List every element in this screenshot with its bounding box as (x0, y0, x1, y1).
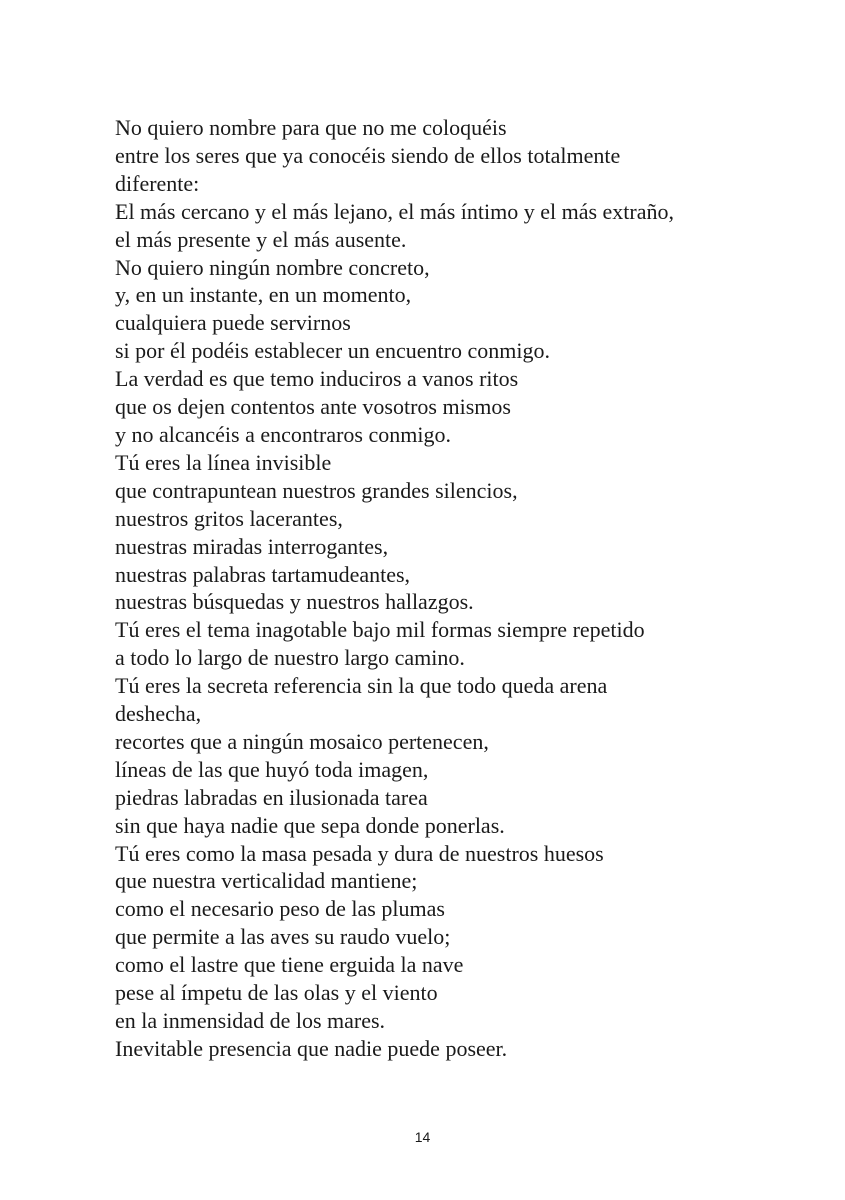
poem-line: pese al ímpetu de las olas y el viento (115, 980, 438, 1006)
poem-line: líneas de las que huyó toda imagen, (115, 756, 429, 782)
poem-line: el más presente y el más ausente. (115, 226, 407, 252)
poem-line: que permite a las aves su raudo vuelo; (115, 924, 451, 950)
poem-line: deshecha, (115, 701, 202, 727)
poem-line: Tú eres la secreta referencia sin la que todo queda arena (115, 673, 608, 699)
poem-line: si por él podéis establecer un encuentro conmigo. (115, 338, 550, 364)
poem-line: que contrapuntean nuestros grandes silencios, (115, 477, 518, 503)
poem-line: Tú eres el tema inagotable bajo mil formas siempre repetido (115, 617, 645, 643)
poem-line: recortes que a ningún mosaico pertenecen, (115, 728, 489, 754)
poem-line: que os dejen contentos ante vosotros mismos (115, 394, 511, 420)
poem-line: No quiero ningún nombre concreto, (115, 254, 430, 280)
poem-line: cualquiera puede servirnos (115, 310, 351, 336)
poem-line: piedras labradas en ilusionada tarea (115, 784, 428, 810)
poem-line: Tú eres la línea invisible (115, 449, 332, 475)
poem-line: en la inmensidad de los mares. (115, 1008, 386, 1033)
poem-line: Tú eres como la masa pesada y dura de nuestros huesos (115, 840, 604, 866)
poem-line: nuestras búsquedas y nuestros hallazgos. (115, 589, 474, 615)
poem-line: que nuestra verticalidad mantiene; (115, 868, 418, 894)
poem-body (115, 114, 815, 1063)
poem-line: entre los seres que ya conocéis siendo de ellos totalmente (115, 142, 621, 168)
poem-line: como el necesario peso de las plumas (115, 896, 445, 922)
poem-line: diferente: (115, 170, 200, 196)
poem-line: sin que haya nadie que sepa donde ponerlas. (115, 812, 505, 838)
poem-line: a todo lo largo de nuestro largo camino. (115, 645, 465, 671)
poem-line: y, en un instante, en un momento, (115, 282, 412, 308)
page-number: 14 (414, 1129, 431, 1145)
poem-line: No quiero nombre para que no me coloquéis (115, 115, 507, 140)
poem-line: nuestros gritos lacerantes, (115, 505, 343, 531)
poem-line: nuestras palabras tartamudeantes, (115, 561, 411, 587)
poem-line: como el lastre que tiene erguida la nave (115, 952, 464, 978)
poem-line: y no alcancéis a encontraros conmigo. (115, 421, 451, 447)
poem-line: nuestras miradas interrogantes, (115, 533, 389, 559)
poem-line: La verdad es que temo induciros a vanos ritos (115, 366, 519, 392)
poem-line: El más cercano y el más lejano, el más íntimo y el más extraño, (115, 198, 674, 224)
poem-line: Inevitable presencia que nadie puede poseer. (115, 1035, 508, 1061)
